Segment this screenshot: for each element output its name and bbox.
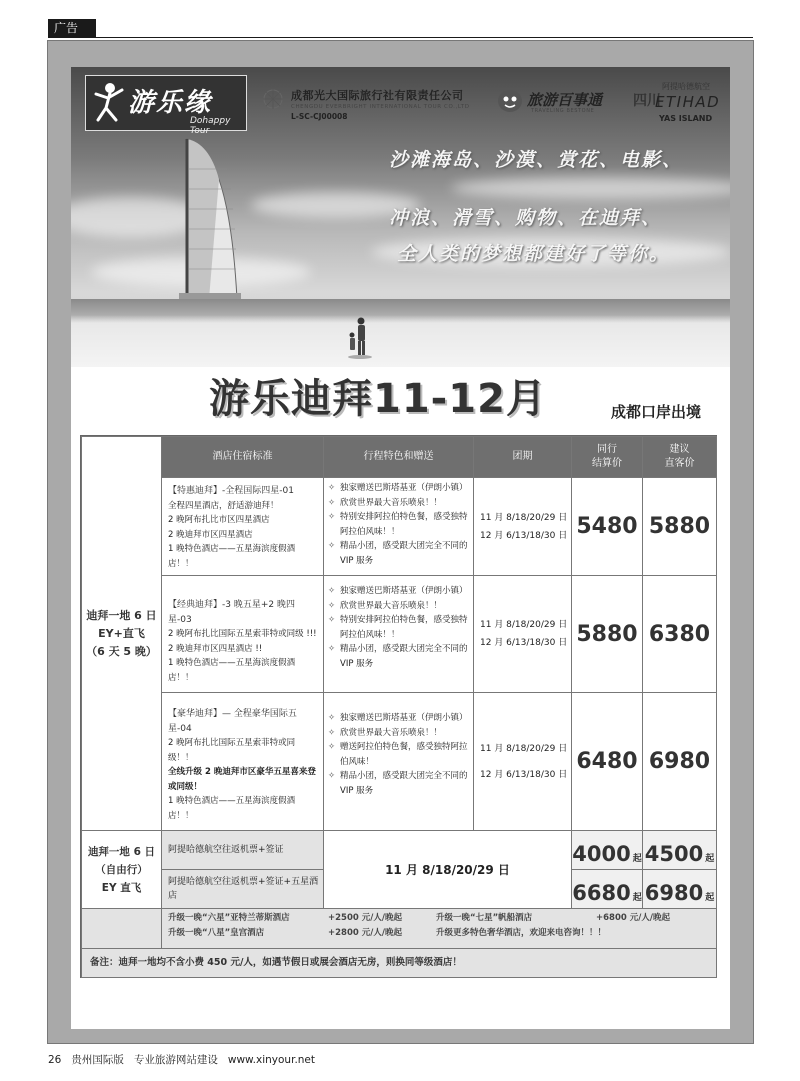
feature-item: 特别安排阿拉伯特色餐，感受独特阿拉伯风味！！	[340, 512, 468, 537]
diamond-bullet-icon: ✧	[328, 713, 336, 723]
feature-item: 欣赏世界最大音乐喷泉！！	[340, 727, 443, 738]
package-title: 【经典迪拜】-3 晚五星+2 晚四星-03	[168, 600, 295, 625]
company-logo-icon	[261, 87, 285, 111]
dancer-logo-icon	[92, 80, 126, 126]
tagline: 专业旅游网站建设	[133, 1054, 218, 1066]
hotel-line: 全程四星酒店，舒适游迪拜！	[168, 500, 279, 511]
partner-name: 旅游百事通	[527, 91, 603, 109]
feature-item: 欣赏世界最大音乐喷泉！！	[340, 497, 443, 508]
page-subtitle: 成都口岸出境	[611, 403, 702, 421]
ad-page	[71, 67, 730, 1029]
package-title: 【豪华迪拜】— 全程豪华国际五星-04	[168, 709, 297, 734]
diamond-bullet-icon: ✧	[328, 771, 336, 781]
diamond-bullet-icon: ✧	[328, 644, 336, 654]
price-value: 6680	[572, 881, 631, 905]
slogan-line-3: 全人类的梦想都建好了等你。	[397, 243, 671, 265]
hotel-line: 2 晚迪拜市区四星酒店	[168, 529, 253, 540]
upgrade-price: +2500 元/人/晚起	[328, 913, 402, 923]
feature-item: 欣赏世界最大音乐喷泉！！	[340, 600, 443, 611]
feature-item: 精品小团，感受跟大团完全不同的 VIP 服务	[340, 771, 468, 796]
free-peer-price	[571, 830, 643, 870]
header-hotel: 酒店住宿标准	[161, 436, 324, 478]
package-hotel	[161, 692, 324, 831]
price-value: 6980	[644, 881, 704, 905]
couple-icon	[347, 315, 373, 359]
company-name: 成都光大国际旅行社有限责任公司	[291, 89, 464, 102]
header-peer-price: 同行 结算价	[571, 436, 643, 478]
retail-price: 6380	[642, 575, 717, 693]
feature-item: 精品小团，感受跟大团完全不同的 VIP 服务	[340, 541, 468, 566]
feature-item: 精品小团，感受跟大团完全不同的 VIP 服务	[340, 644, 468, 669]
diamond-bullet-icon: ✧	[328, 615, 336, 625]
free-peer-price	[571, 869, 643, 909]
logo-subtext: Dohappy Tour	[190, 116, 231, 136]
website-url: www.xinyour.net	[227, 1054, 316, 1066]
price-unit: 起	[705, 893, 715, 903]
package-features	[323, 477, 474, 576]
upgrade-label-cell	[81, 908, 162, 949]
page-number: 26	[48, 1054, 62, 1066]
free-package-date: 11 月 8/18/20/29 日	[323, 830, 572, 909]
package-hotel	[161, 575, 324, 693]
feature-item: 独家赠送巴斯塔基亚（伊朗小镇）	[340, 483, 468, 493]
publication: 贵州国际版	[71, 1054, 124, 1066]
diamond-bullet-icon: ✧	[328, 586, 336, 596]
diamond-bullet-icon: ✧	[328, 512, 336, 522]
package-hotel	[161, 477, 324, 576]
package-features	[323, 575, 474, 693]
package-dates	[473, 477, 572, 576]
company-english: CHENGDU EVERBRIGHT INTERNATIONAL TOUR CO.,LTD	[291, 104, 470, 110]
divider	[48, 37, 753, 38]
feature-item: 独家赠送巴斯塔基亚（伊朗小镇）	[340, 713, 468, 723]
hotel-line: 1 晚特色酒店——五星海滨度假酒店！！	[168, 658, 296, 683]
route-group-label: 迪拜一地 6 日 EY+直飞 （6 天 5 晚）	[81, 436, 162, 831]
header-features: 行程特色和赠送	[323, 436, 474, 478]
price-unit: 起	[632, 893, 642, 903]
upgrade-item: 升级一晚“七星”帆船酒店	[436, 913, 533, 923]
logo-text: 游乐缘	[128, 88, 213, 118]
peer-price: 6480	[571, 692, 643, 831]
retail-price: 5880	[642, 477, 717, 576]
hotel-line: 1 晚特色酒店——五星海滨度假酒店！！	[168, 796, 296, 821]
package-features	[323, 692, 474, 831]
license-number: L-SC-CJ00008	[291, 112, 348, 121]
peer-price: 5880	[571, 575, 643, 693]
hotel-line: 2 晚迪拜市区四星酒店 !!	[168, 643, 263, 654]
page-footer	[48, 1052, 325, 1067]
upgrade-price: +2800 元/人/晚起	[328, 928, 402, 938]
page-title: 游乐迪拜11-12月	[209, 376, 547, 422]
partner-english: TRAVELING BESTONE	[531, 108, 595, 114]
banner-image	[71, 67, 730, 367]
hotel-line: 1 晚特色酒店——五星海滨度假酒店！！	[168, 544, 296, 569]
peer-price: 5480	[571, 477, 643, 576]
beach	[71, 323, 730, 367]
free-package-desc: 阿提哈德航空往返机票+签证+五星酒店	[161, 869, 324, 909]
date-line: 12 月 6/13/18/30 日	[480, 638, 568, 648]
feature-item: 特别安排阿拉伯特色餐，感受独特阿拉伯风味！！	[340, 615, 468, 640]
note: 备注：迪拜一地均不含小费 450 元/人，如遇节假日或展会酒店无房，则换同等级酒店！	[81, 948, 717, 978]
upgrade-item: 升级一晚“八星”皇宫酒店	[168, 928, 265, 938]
price-value: 4500	[644, 842, 704, 866]
package-dates	[473, 692, 572, 831]
free-package-desc: 阿提哈德航空往返机票+签证	[161, 830, 324, 870]
slogan-line-2: 冲浪、滑雪、购物、在迪拜、	[389, 207, 663, 229]
price-table	[80, 435, 717, 978]
upgrade-item: 升级更多特色奢华酒店，欢迎来电咨询！！！	[436, 928, 607, 938]
price-unit: 起	[705, 854, 715, 864]
price-value: 4000	[572, 842, 631, 866]
mascot-icon	[497, 89, 523, 113]
diamond-bullet-icon: ✧	[328, 541, 336, 551]
header-dates: 团期	[473, 436, 572, 478]
feature-item: 独家赠送巴斯塔基亚（伊朗小镇）	[340, 586, 468, 596]
date-line: 11 月 8/18/20/29 日	[480, 743, 568, 754]
price-unit: 起	[632, 854, 642, 864]
diamond-bullet-icon: ✧	[328, 600, 336, 611]
upgrade-item: 升级一晚“六星”亚特兰蒂斯酒店	[168, 913, 290, 923]
date-line: 12 月 6/13/18/30 日	[480, 769, 568, 780]
diamond-bullet-icon: ✧	[328, 483, 336, 493]
header-retail-price: 建议 直客价	[642, 436, 717, 478]
date-line: 11 月 8/18/20/29 日	[480, 512, 568, 523]
company-info	[291, 87, 470, 121]
package-title: 【特惠迪拜】-全程国际四星-01	[168, 486, 294, 496]
free-retail-price	[642, 830, 717, 870]
burj-al-arab-icon	[179, 129, 241, 299]
yas-island-logo: YAS ISLAND	[659, 114, 713, 123]
separator-mark: 四川	[633, 93, 661, 109]
diamond-bullet-icon: ✧	[328, 742, 336, 752]
upgrade-options	[161, 908, 717, 949]
date-line: 12 月 6/13/18/30 日	[480, 530, 568, 541]
logo	[85, 75, 247, 136]
date-line: 11 月 8/18/20/29 日	[480, 620, 568, 630]
hotel-line: 全线升级 2 晚迪拜市区豪华五星喜来登或同级！	[168, 767, 316, 792]
hotel-line: 2 晚阿布扎比国际五星索菲特或同级 !!!	[168, 629, 317, 639]
package-dates	[473, 575, 572, 693]
retail-price: 6980	[642, 692, 717, 831]
airline-logo: ETIHAD	[655, 93, 721, 111]
diamond-bullet-icon: ✧	[328, 727, 336, 738]
upgrade-price: +6800 元/人/晚起	[596, 913, 670, 923]
hotel-line: 2 晚阿布扎比市区四星酒店	[168, 515, 270, 525]
airline-chinese: 阿提哈德航空	[662, 82, 710, 91]
diamond-bullet-icon: ✧	[328, 497, 336, 508]
free-route-label: 迪拜一地 6 日 （自由行） EY 直飞	[81, 830, 162, 909]
hotel-line: 2 晚阿布扎比国际五星索菲特或同级！！	[168, 738, 296, 763]
slogan-line-1: 沙滩海岛、沙漠、赏花、电影、	[389, 149, 684, 171]
ad-label: 广告	[48, 19, 96, 37]
feature-item: 赠送阿拉伯特色餐，感受独特阿拉伯风味！	[340, 742, 468, 767]
free-retail-price	[642, 869, 717, 909]
